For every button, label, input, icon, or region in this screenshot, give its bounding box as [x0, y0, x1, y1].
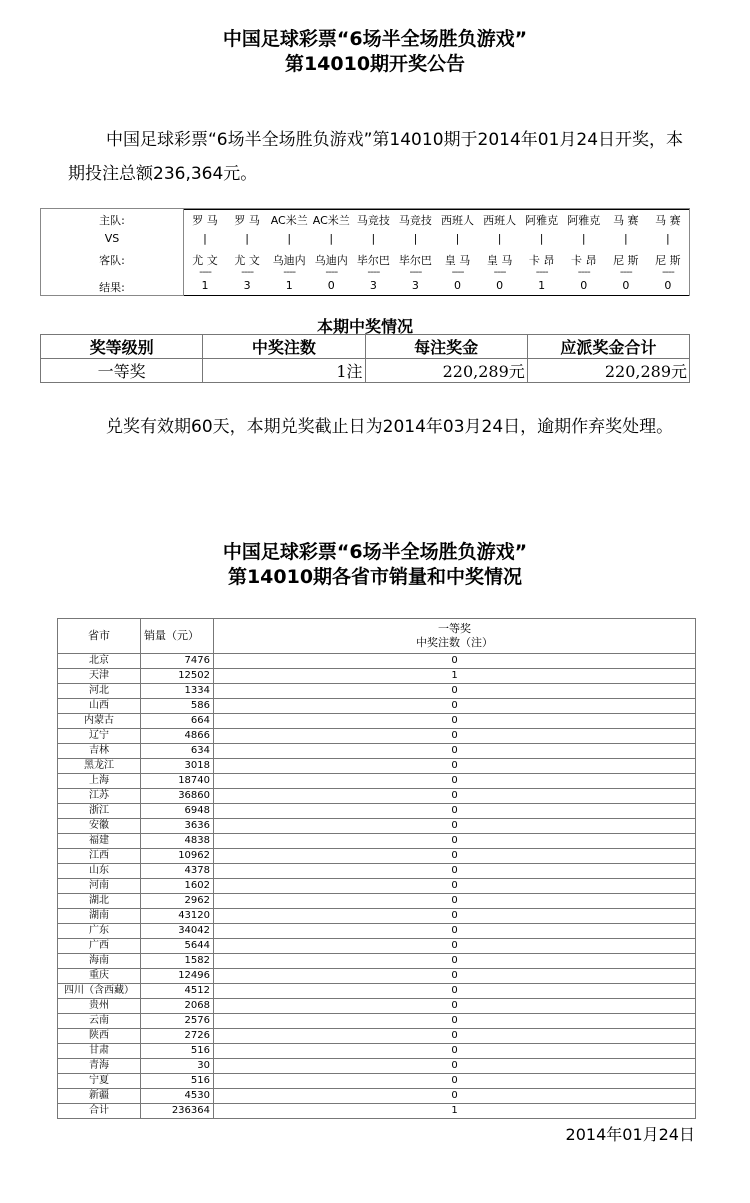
divider: ---- [661, 265, 674, 278]
province-sales: 12502 [141, 669, 214, 684]
away-team: 尤 文 [192, 254, 218, 267]
match-column [479, 209, 521, 295]
announcement-subtitle: 第14010期开奖公告 [284, 53, 466, 75]
province-winners: 0 [214, 939, 696, 954]
province-name: 浙江 [58, 804, 141, 819]
province-row [58, 1089, 696, 1104]
province-winners: 1 [214, 669, 696, 684]
vs-mark: | [371, 232, 376, 245]
province-sales: 4838 [141, 834, 214, 849]
match-column [184, 209, 226, 295]
intro-text: 中国足球彩票“6场半全场胜负游戏”第14010期于2014年01月24日开奖，本期投注总额236,364元。 [68, 130, 684, 184]
divider: ---- [451, 265, 464, 278]
province-winners: 0 [214, 654, 696, 669]
province-winners: 0 [214, 699, 696, 714]
header-winners-level: 一等奖 [438, 622, 471, 635]
notice-text: 兑奖有效期60天，本期兑奖截止日为2014年03月24日，逾期作弃奖处理。 [106, 417, 674, 437]
match-result: 0 [454, 279, 461, 292]
match-result: 0 [327, 279, 335, 292]
province-name: 山东 [58, 864, 141, 879]
province-row [58, 1014, 696, 1029]
match-column [605, 209, 647, 295]
province-winners: 0 [214, 804, 696, 819]
header-winners [214, 619, 696, 654]
prize-caption: 本期中奖情况 [316, 317, 413, 336]
province-name: 新疆 [58, 1089, 141, 1104]
province-sales: 6948 [141, 804, 214, 819]
province-body [58, 654, 696, 1119]
province-winners: 0 [214, 894, 696, 909]
prize-total: 220,289元 [527, 359, 689, 383]
province-winners: 1 [214, 1104, 696, 1119]
home-team: 阿雅克 [525, 214, 559, 227]
away-team: 卡 昂 [570, 254, 597, 267]
prize-per-bet: 220,289元 [365, 359, 527, 383]
header-winners-count: 中奖注数（注） [416, 636, 493, 649]
province-sales: 12496 [141, 969, 214, 984]
divider: ---- [493, 265, 506, 278]
province-row [58, 804, 696, 819]
province-sales: 2576 [141, 1014, 214, 1029]
vs-mark: | [581, 232, 586, 245]
province-sales: 4866 [141, 729, 214, 744]
province-name: 青海 [58, 1059, 141, 1074]
province-row [58, 834, 696, 849]
divider: ---- [199, 265, 211, 278]
province-name: 海南 [58, 954, 141, 969]
match-result: 1 [538, 279, 546, 292]
province-winners: 0 [214, 1029, 696, 1044]
province-row [58, 984, 696, 999]
province-name: 河北 [58, 684, 141, 699]
match-result: 1 [285, 279, 293, 292]
home-team: 马 赛 [613, 214, 639, 227]
province-title: 中国足球彩票“6场半全场胜负游戏” [222, 541, 528, 563]
province-row [58, 1029, 696, 1044]
vs-mark: | [666, 232, 670, 245]
province-row [58, 669, 696, 684]
divider: ---- [409, 265, 422, 278]
vs-mark: | [413, 232, 418, 245]
province-name: 北京 [58, 654, 141, 669]
province-winners: 0 [214, 714, 696, 729]
province-row [58, 894, 696, 909]
province-sales: 4530 [141, 1089, 214, 1104]
province-name: 天津 [58, 669, 141, 684]
province-winners: 0 [214, 1059, 696, 1074]
province-row [58, 654, 696, 669]
province-name: 合计 [58, 1104, 141, 1119]
vs-label: VS [104, 232, 120, 245]
match-result: 1 [201, 279, 209, 292]
province-subtitle: 第14010期各省市销量和中奖情况 [227, 566, 523, 588]
away-team: 毕尔巴 [398, 254, 432, 267]
match-column [394, 209, 436, 295]
province-name: 吉林 [58, 744, 141, 759]
province-sales: 1334 [141, 684, 214, 699]
divider: ---- [325, 265, 338, 278]
divider: ---- [577, 265, 590, 278]
province-name: 江西 [58, 849, 141, 864]
province-name: 黑龙江 [58, 759, 141, 774]
province-winners: 0 [214, 969, 696, 984]
province-name: 四川（含西藏） [58, 984, 141, 999]
vs-mark: | [623, 232, 628, 245]
match-table [40, 208, 690, 296]
home-label: 主队: [99, 214, 125, 227]
province-table [57, 618, 696, 1119]
away-team: 尤 文 [234, 254, 260, 267]
province-name: 陕西 [58, 1029, 141, 1044]
header-count: 中奖注数 [203, 335, 365, 359]
province-row [58, 924, 696, 939]
home-team: 马竞技 [356, 214, 390, 227]
away-team: 乌迪内 [314, 254, 348, 267]
home-team: 马竞技 [398, 214, 432, 227]
province-winners: 0 [214, 999, 696, 1014]
home-team: 阿雅克 [567, 214, 601, 227]
province-row [58, 1059, 696, 1074]
province-winners: 0 [214, 789, 696, 804]
province-row [58, 714, 696, 729]
province-name: 云南 [58, 1014, 141, 1029]
header-per-bet: 每注奖金 [365, 335, 527, 359]
header-province: 省市 [58, 619, 141, 654]
prize-table [40, 334, 690, 383]
divider: ---- [619, 265, 632, 278]
province-row [58, 909, 696, 924]
province-header-row [58, 619, 696, 654]
result-label: 结果: [99, 281, 125, 294]
away-team: 皇 马 [444, 254, 471, 267]
total-row [58, 1104, 696, 1119]
province-row [58, 999, 696, 1014]
province-winners: 0 [214, 729, 696, 744]
province-name: 广东 [58, 924, 141, 939]
province-name: 江苏 [58, 789, 141, 804]
province-row [58, 819, 696, 834]
match-result: 0 [622, 279, 630, 292]
province-sales: 3636 [141, 819, 214, 834]
province-row [58, 699, 696, 714]
province-sales: 2726 [141, 1029, 214, 1044]
notice-paragraph [68, 410, 698, 444]
province-name: 重庆 [58, 969, 141, 984]
match-column [310, 209, 352, 295]
province-sales: 10962 [141, 849, 214, 864]
province-name: 湖北 [58, 894, 141, 909]
province-name: 上海 [58, 774, 141, 789]
vs-mark: | [539, 232, 544, 245]
match-column [521, 209, 563, 295]
home-team: 马 赛 [655, 214, 681, 227]
divider: ---- [535, 265, 548, 278]
vs-mark: | [245, 232, 249, 245]
province-winners: 0 [214, 1014, 696, 1029]
province-winners: 0 [214, 1044, 696, 1059]
province-sales: 516 [141, 1074, 214, 1089]
province-winners: 0 [214, 1089, 696, 1104]
prize-row [41, 359, 690, 383]
match-column [352, 209, 394, 295]
match-labels [41, 209, 184, 295]
intro-paragraph [68, 123, 698, 191]
province-sales: 7476 [141, 654, 214, 669]
province-sales: 34042 [141, 924, 214, 939]
province-sales: 3018 [141, 759, 214, 774]
match-result: 0 [664, 279, 672, 292]
province-row [58, 729, 696, 744]
province-winners: 0 [214, 684, 696, 699]
province-sales: 36860 [141, 789, 214, 804]
province-sales: 236364 [141, 1104, 214, 1119]
vs-mark: | [497, 232, 502, 245]
province-row [58, 744, 696, 759]
province-winners: 0 [214, 1074, 696, 1089]
province-winners: 0 [214, 849, 696, 864]
away-team: 尼 斯 [655, 254, 681, 267]
province-name: 福建 [58, 834, 141, 849]
province-sales: 586 [141, 699, 214, 714]
province-name: 辽宁 [58, 729, 141, 744]
vs-mark: | [287, 232, 292, 245]
province-winners: 0 [214, 879, 696, 894]
province-sales: 2962 [141, 894, 214, 909]
province-sales: 664 [141, 714, 214, 729]
away-team: 乌迪内 [272, 254, 306, 267]
province-row [58, 864, 696, 879]
match-result: 3 [411, 279, 419, 292]
province-sales: 18740 [141, 774, 214, 789]
header-sales: 销量（元） [141, 619, 214, 654]
match-result: 3 [243, 279, 251, 292]
province-row [58, 684, 696, 699]
match-column [563, 209, 605, 295]
province-row [58, 789, 696, 804]
home-team: 西班人 [441, 214, 474, 227]
home-team: 罗 马 [192, 214, 218, 227]
province-sales: 30 [141, 1059, 214, 1074]
away-team: 尼 斯 [613, 254, 639, 267]
province-name: 安徽 [58, 819, 141, 834]
home-team: 罗 马 [234, 214, 260, 227]
home-team: AC米兰 [312, 214, 350, 227]
match-result: 3 [369, 279, 377, 292]
match-column [647, 209, 689, 295]
province-winners: 0 [214, 819, 696, 834]
province-sales: 43120 [141, 909, 214, 924]
province-row [58, 939, 696, 954]
match-result: 0 [580, 279, 588, 292]
province-name: 河南 [58, 879, 141, 894]
province-winners: 0 [214, 759, 696, 774]
province-sales: 1602 [141, 879, 214, 894]
province-row [58, 849, 696, 864]
province-row [58, 759, 696, 774]
province-sales: 1582 [141, 954, 214, 969]
header-total: 应派奖金合计 [527, 335, 689, 359]
match-bottom-rule [184, 295, 689, 296]
province-sales: 634 [141, 744, 214, 759]
announcement-title: 中国足球彩票“6场半全场胜负游戏” [222, 28, 528, 50]
away-team: 卡 昂 [528, 254, 555, 267]
province-sales: 4512 [141, 984, 214, 999]
footer-date: 2014年01月24日 [565, 1125, 695, 1144]
province-name: 甘肃 [58, 1044, 141, 1059]
province-name: 湖南 [58, 909, 141, 924]
province-winners: 0 [214, 924, 696, 939]
province-name: 山西 [58, 699, 141, 714]
home-team: 西班人 [483, 214, 517, 227]
away-team: 毕尔巴 [356, 254, 390, 267]
away-label: 客队: [99, 254, 125, 267]
province-sales: 5644 [141, 939, 214, 954]
match-column [268, 209, 310, 295]
vs-mark: | [329, 232, 334, 245]
province-winners: 0 [214, 744, 696, 759]
prize-header-row [41, 335, 690, 359]
province-winners: 0 [214, 834, 696, 849]
province-sales: 4378 [141, 864, 214, 879]
vs-mark: | [203, 232, 207, 245]
province-name: 广西 [58, 939, 141, 954]
match-column [226, 209, 268, 295]
match-columns [184, 209, 689, 295]
province-winners: 0 [214, 774, 696, 789]
province-name: 内蒙古 [58, 714, 141, 729]
prize-count: 1注 [203, 359, 365, 383]
province-row [58, 1044, 696, 1059]
province-row [58, 969, 696, 984]
province-name: 贵州 [58, 999, 141, 1014]
province-row [58, 774, 696, 789]
away-team: 皇 马 [486, 254, 513, 267]
match-result: 0 [496, 279, 504, 292]
province-winners: 0 [214, 984, 696, 999]
province-sales: 516 [141, 1044, 214, 1059]
province-winners: 0 [214, 909, 696, 924]
province-name: 宁夏 [58, 1074, 141, 1089]
match-column [436, 209, 478, 295]
divider: ---- [283, 265, 296, 278]
prize-level: 一等奖 [41, 359, 203, 383]
province-row [58, 954, 696, 969]
vs-mark: | [455, 232, 460, 245]
province-winners: 0 [214, 954, 696, 969]
home-team: AC米兰 [270, 214, 308, 227]
province-winners: 0 [214, 864, 696, 879]
divider: ---- [241, 265, 254, 278]
header-level: 奖等级别 [41, 335, 203, 359]
province-sales: 2068 [141, 999, 214, 1014]
divider: ---- [367, 265, 380, 278]
province-row [58, 879, 696, 894]
province-row [58, 1074, 696, 1089]
